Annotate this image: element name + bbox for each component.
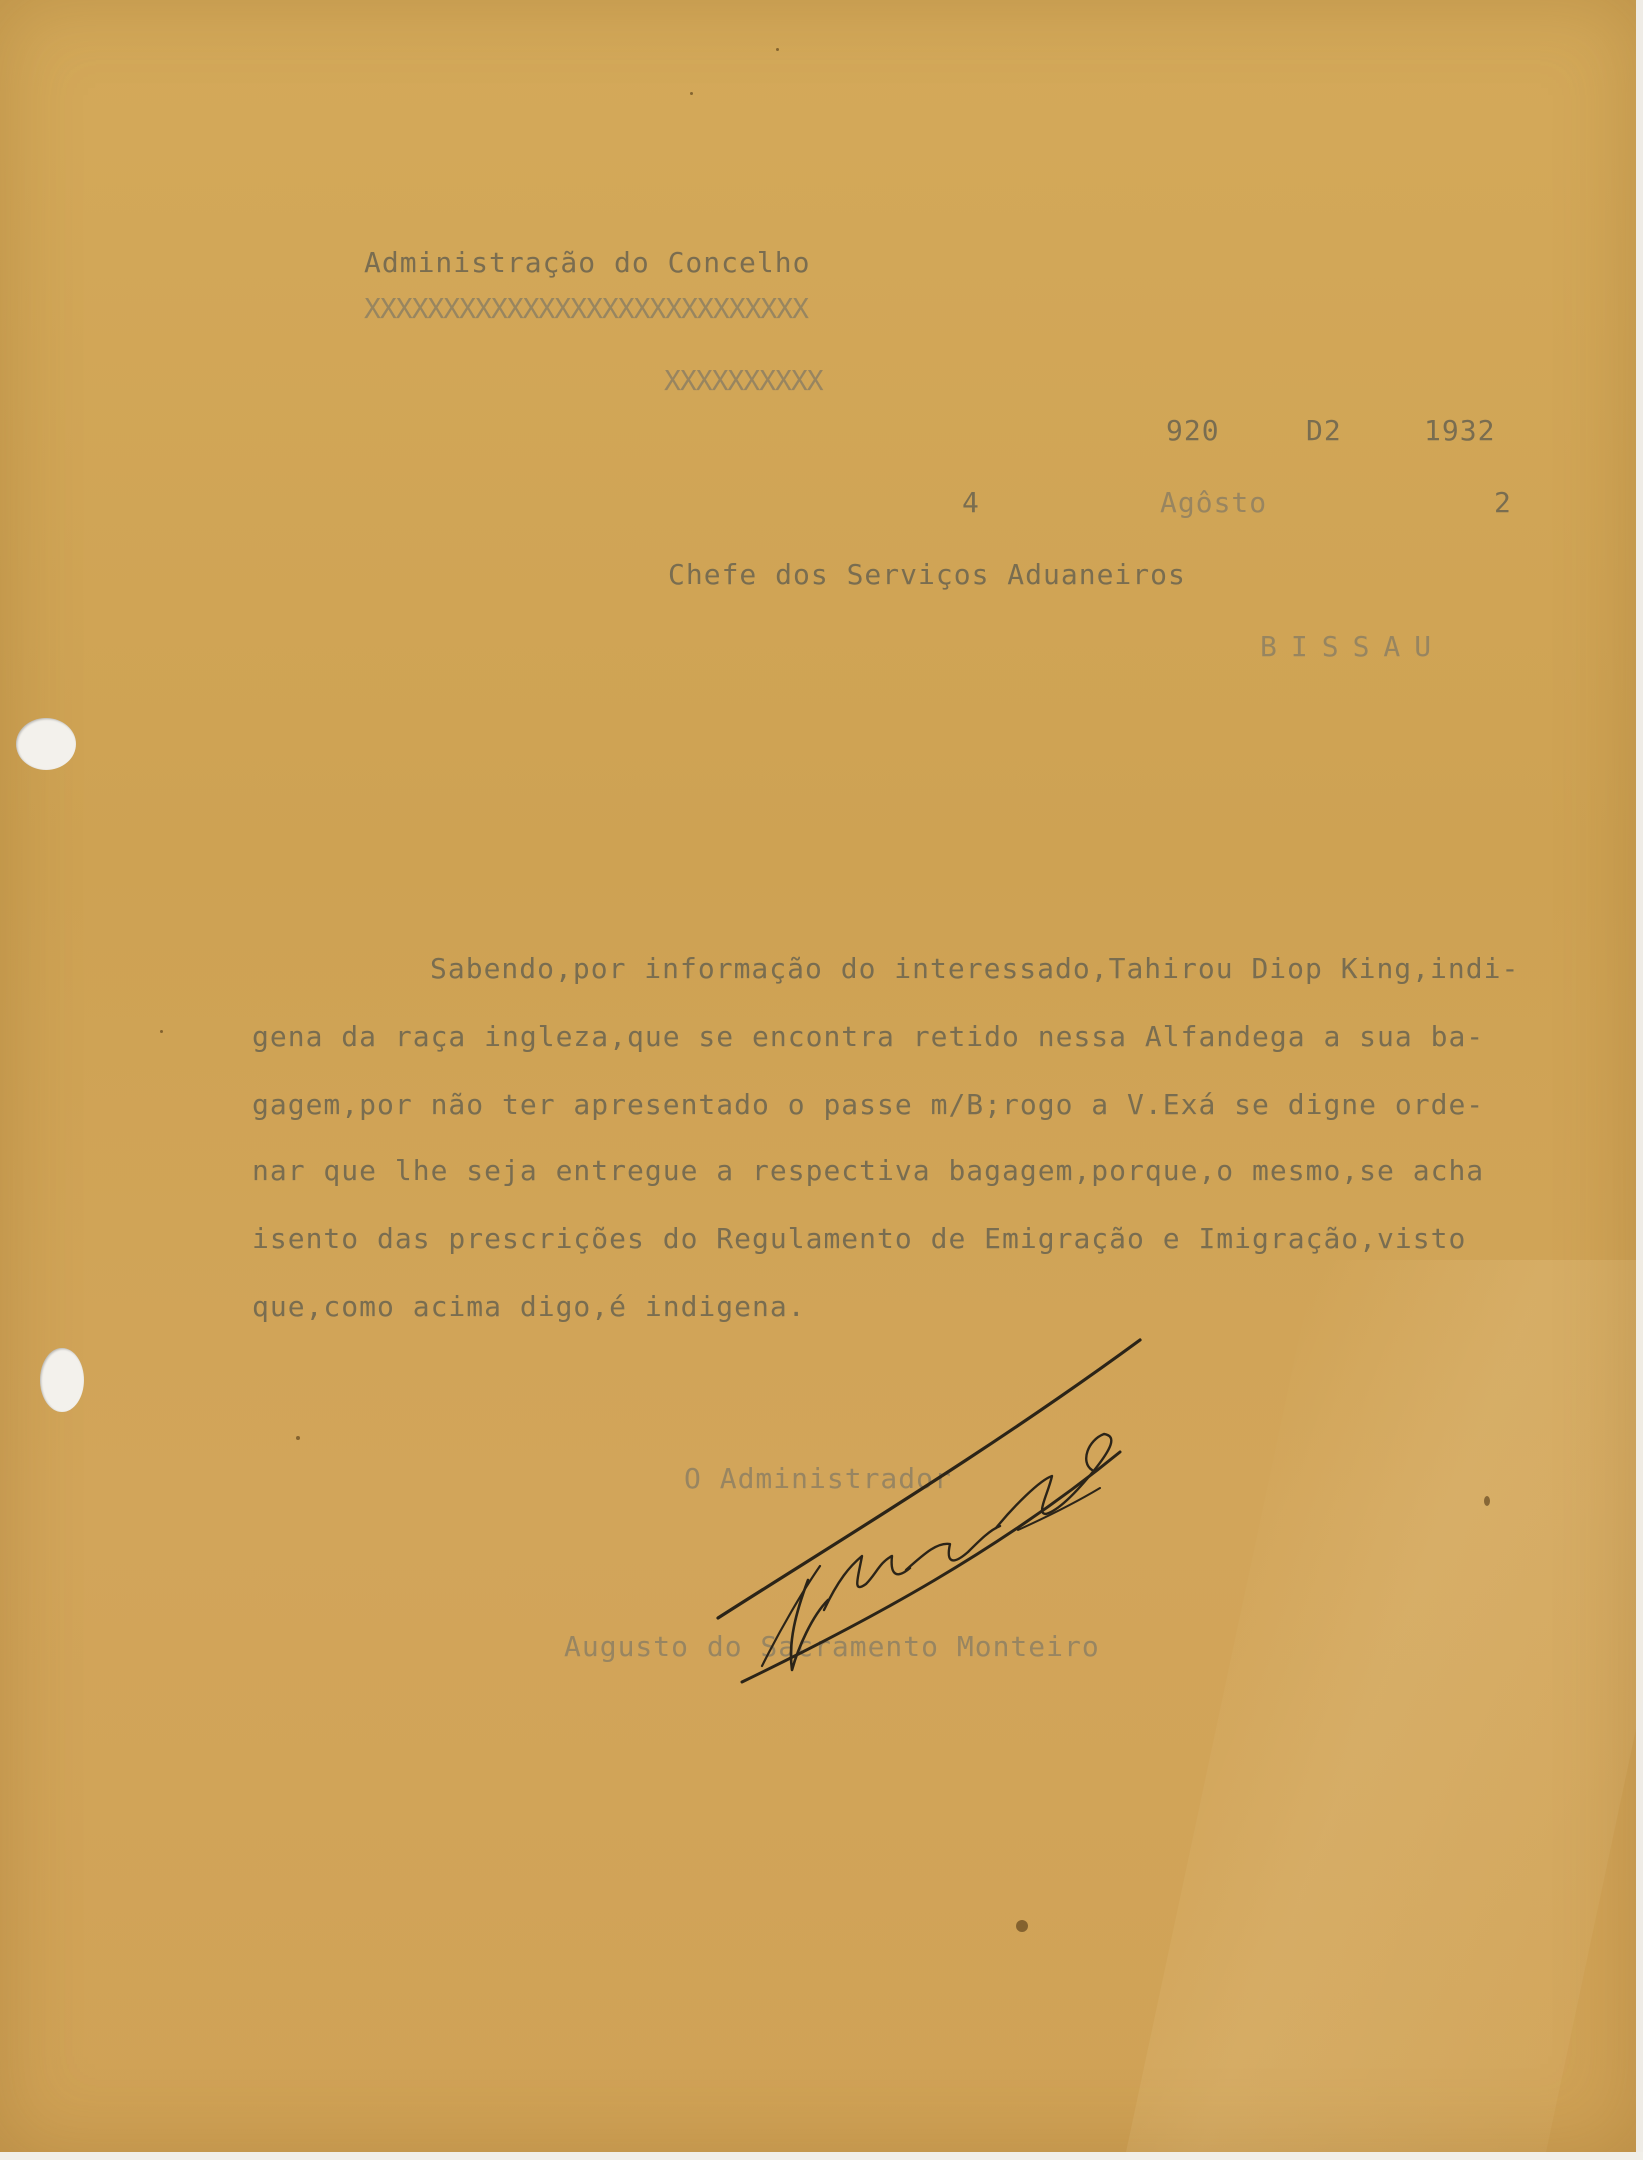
paper-speck xyxy=(1484,1496,1490,1506)
letterhead-struck-line-2: XXXXXXXXXX xyxy=(664,364,823,397)
handwritten-signature xyxy=(700,1330,1160,1690)
punch-hole-bottom xyxy=(40,1348,84,1412)
body-line-3: gagem,por não ter apresentado o passe m/B;rogo a V.Exá se digne orde- xyxy=(252,1088,1485,1121)
closing-role: O Administrador xyxy=(684,1462,952,1495)
body-line-6: que,como acima digo,é indigena. xyxy=(252,1290,806,1323)
reference-number: 920 xyxy=(1166,414,1220,447)
date-year-suffix: 2 xyxy=(1494,486,1512,519)
reference-year: 1932 xyxy=(1424,414,1496,447)
letterhead-struck-line-1: XXXXXXXXXXXXXXXXXXXXXXXXXXXX xyxy=(364,292,809,325)
scan-border xyxy=(0,2152,1643,2160)
body-line-1: Sabendo,por informação do interessado,Tahirou Diop King,indi- xyxy=(430,952,1520,985)
closing-name: Augusto do Sacramento Monteiro xyxy=(564,1630,1100,1663)
punch-hole-top xyxy=(16,718,76,770)
date-day: 4 xyxy=(962,486,980,519)
recipient-title: Chefe dos Serviços Aduaneiros xyxy=(668,558,1186,591)
date-month: Agôsto xyxy=(1160,486,1268,519)
paper-speck xyxy=(690,92,693,95)
recipient-city: BISSAU xyxy=(1260,630,1446,663)
paper-speck xyxy=(776,48,779,51)
body-line-2: gena da raça ingleza,que se encontra retido nessa Alfandega a sua ba- xyxy=(252,1020,1485,1053)
body-line-5: isento das prescrições do Regulamento de Emigração e Imigração,visto xyxy=(252,1222,1467,1255)
body-line-4: nar que lhe seja entregue a respectiva bagagem,porque,o mesmo,se acha xyxy=(252,1154,1485,1187)
letterhead-office: Administração do Concelho xyxy=(364,246,811,279)
paper-speck xyxy=(1016,1920,1028,1932)
paper-speck xyxy=(296,1436,300,1440)
paper-speck xyxy=(160,1030,163,1033)
reference-series: D2 xyxy=(1306,414,1342,447)
